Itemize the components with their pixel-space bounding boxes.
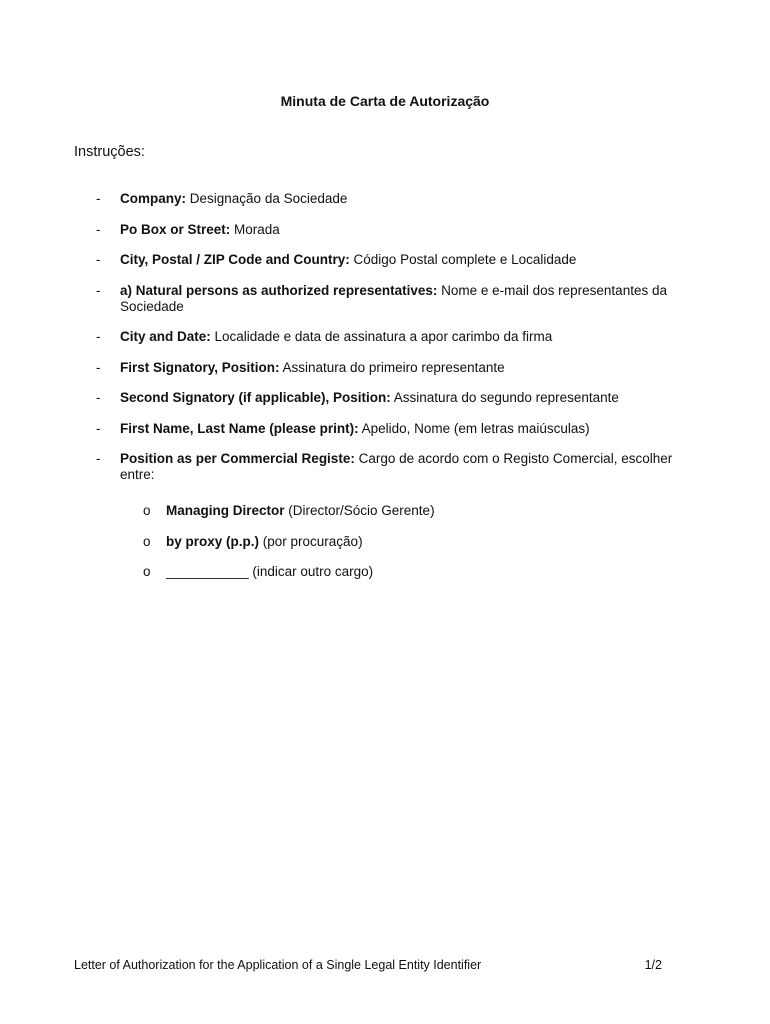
item-label: City, Postal / ZIP Code and Country: bbox=[120, 252, 350, 267]
circle-bullet: o bbox=[143, 503, 151, 518]
dash-marker: - bbox=[96, 191, 101, 206]
sub-item-by-proxy bbox=[96, 534, 706, 550]
dash-marker: - bbox=[96, 221, 101, 237]
sub-item-label: Managing Director bbox=[166, 503, 285, 518]
item-text: Apelido, Nome (em letras maiúsculas) bbox=[358, 420, 590, 436]
item-text: Assinatura do segundo representante bbox=[390, 390, 619, 405]
dash-marker: - bbox=[96, 252, 101, 267]
list-item-representatives bbox=[96, 283, 706, 315]
sub-item-label: by proxy (p.p.) bbox=[166, 533, 260, 549]
list-item-street bbox=[96, 222, 706, 238]
item-text: Código Postal complete e Localidade bbox=[349, 252, 577, 267]
circle-bullet: o bbox=[143, 564, 151, 579]
item-label: First Name, Last Name (please print): bbox=[120, 420, 359, 436]
list-item-second-signatory bbox=[96, 390, 706, 406]
item-label: a) Natural persons as authorized representatives: bbox=[120, 282, 438, 298]
sub-item-text: ___________ (indicar outro cargo) bbox=[166, 564, 374, 579]
item-text: Morada bbox=[230, 221, 280, 237]
item-label: Second Signatory (if applicable), Position: bbox=[120, 390, 391, 405]
dash-marker: - bbox=[96, 390, 101, 405]
item-text: Nome e e-mail dos representantes da Sociedade bbox=[120, 282, 667, 314]
dash-marker: - bbox=[96, 420, 101, 436]
item-text: Cargo de acordo com o Registo Comercial, escolher entre: bbox=[120, 451, 673, 482]
dash-marker: - bbox=[96, 359, 101, 375]
item-text: Assinatura do primeiro representante bbox=[279, 359, 505, 375]
list-item-position bbox=[96, 451, 706, 580]
item-label: Position as per Commercial Registe: bbox=[120, 451, 355, 466]
item-label: Company: bbox=[120, 191, 187, 206]
sub-item-text: (Director/Sócio Gerente) bbox=[284, 503, 435, 518]
sub-item-managing-director bbox=[96, 503, 706, 519]
sub-item-text: (por procuração) bbox=[259, 533, 363, 549]
circle-bullet: o bbox=[143, 533, 151, 549]
page-number: 1/2 bbox=[644, 958, 662, 972]
list-item-first-signatory bbox=[96, 360, 706, 376]
item-text: Designação da Sociedade bbox=[186, 191, 348, 206]
item-text: Localidade e data de assinatura a apor carimbo da firma bbox=[210, 329, 553, 344]
item-label: First Signatory, Position: bbox=[120, 359, 280, 375]
document-title: Minuta de Carta de Autorização bbox=[280, 93, 490, 109]
dash-marker: - bbox=[96, 329, 101, 344]
list-item-company bbox=[96, 191, 706, 207]
list-item-city-postal bbox=[96, 252, 706, 268]
list-item-name bbox=[96, 421, 706, 437]
footer-title: Letter of Authorization for the Application of a Single Legal Entity Identifier bbox=[74, 958, 482, 972]
position-options-list bbox=[120, 503, 706, 580]
item-label: City and Date: bbox=[120, 329, 211, 344]
item-label: Po Box or Street: bbox=[120, 221, 231, 237]
instructions-heading: Instruções: bbox=[74, 144, 145, 160]
sub-item-other-position bbox=[96, 564, 706, 580]
list-item-city-date bbox=[96, 329, 706, 345]
instructions-list bbox=[96, 191, 706, 595]
dash-marker: - bbox=[96, 282, 101, 298]
dash-marker: - bbox=[96, 451, 101, 466]
